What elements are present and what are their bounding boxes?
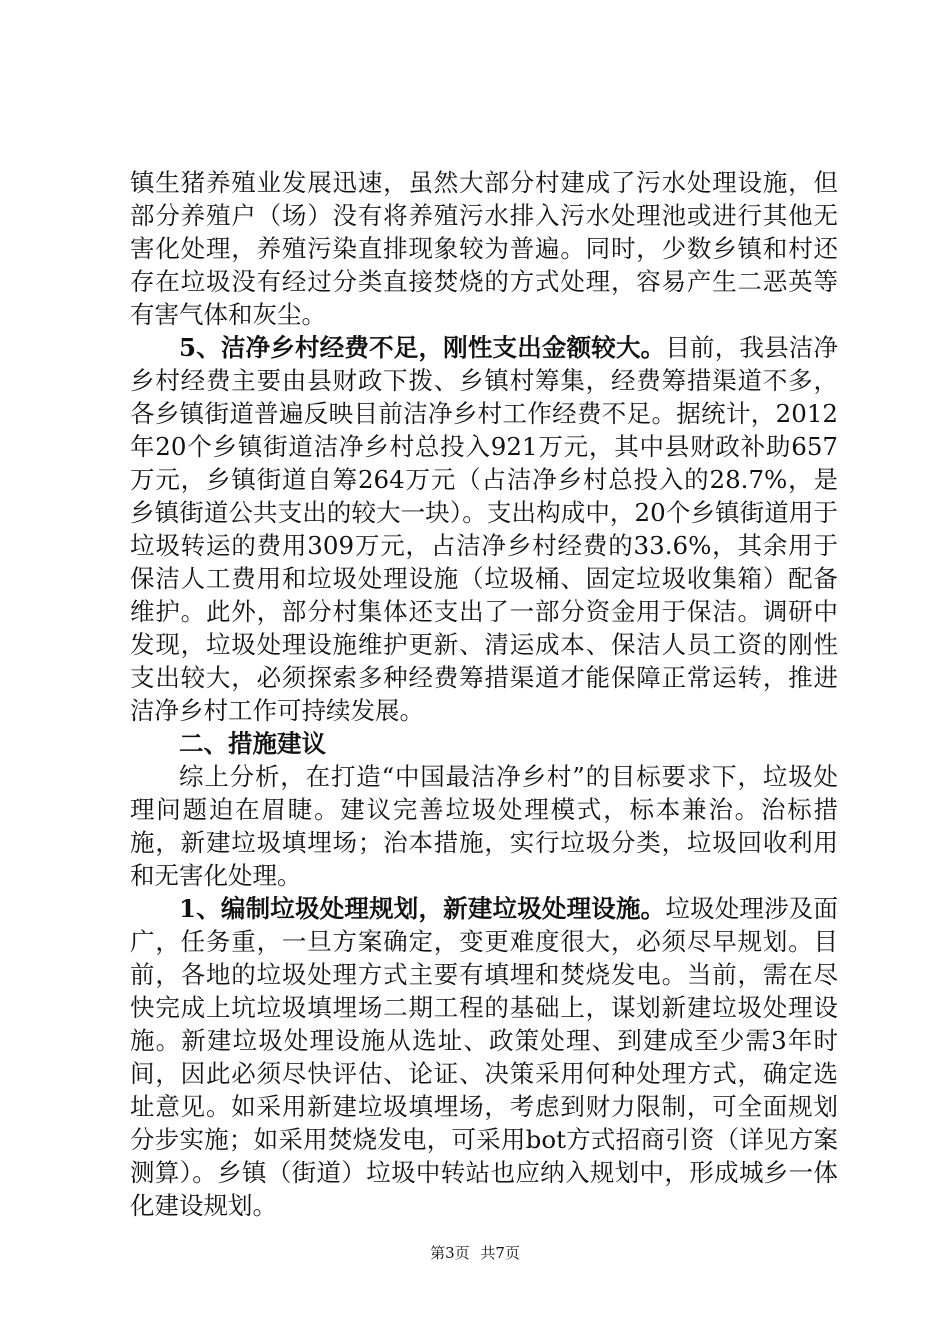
paragraph-5-text: 垃圾处理涉及面广，任务重，一旦方案确定，变更难度很大，必须尽早规划。目前，各地的垃圾处理方式主要有填埋和焚烧发电。当前，需在尽快完成上坑垃圾填埋场二期工程的基础上，谋划新建垃圾处理设施。新建垃圾处理设施从选址、政策处理、到建成至少需3年时间，因此必须尽快评估、论证、决策采用何种处理方式，确定选址意见。如采用新建垃圾填埋场，考虑到财力限制，可全面规划分步实施；如采用焚烧发电，可采用bot方式招商引资（详见方案测算）。乡镇（街道）垃圾中转站也应纳入规划中，形成城乡一体化建设规划。 <box>130 894 839 1220</box>
document-body <box>130 166 838 1222</box>
section-heading-text: 二、措施建议 <box>179 729 326 758</box>
section-heading-measures <box>130 727 838 760</box>
paragraph-4 <box>130 760 838 892</box>
page-footer <box>0 1243 950 1263</box>
paragraph-2 <box>130 331 838 727</box>
paragraph-5-heading: 1、编制垃圾处理规划，新建垃圾处理设施。 <box>179 894 666 923</box>
paragraph-4-text: 综上分析，在打造“中国最洁净乡村”的目标要求下，垃圾处理问题迫在眉睫。建议完善垃圾处理模式，标本兼治。治标措施，新建垃圾填埋场；治本措施，实行垃圾分类，垃圾回收利用和无害化处理。 <box>130 762 838 890</box>
paragraph-2-text: 目前，我县洁净乡村经费主要由县财政下拨、乡镇村筹集，经费筹措渠道不多，各乡镇街道普遍反映目前洁净乡村工作经费不足。据统计，2012年20个乡镇街道洁净乡村总投入921万元，其中县财政补助657万元，乡镇街道自筹264万元（占洁净乡村总投入的28.7%，是乡镇街道公共支出的较大一块）。支出构成中，20个乡镇街道用于垃圾转运的费用309万元，占洁净乡村经费的33.6%，其余用于保洁人工费用和垃圾处理设施（垃圾桶、固定垃圾收集箱）配备维护。此外，部分村集体还支出了一部分资金用于保洁。调研中发现，垃圾处理设施维护更新、清运成本、保洁人员工资的刚性支出较大，必须探索多种经费筹措渠道才能保障正常运转，推进洁净乡村工作可持续发展。 <box>130 333 839 725</box>
paragraph-2-heading: 5、洁净乡村经费不足，刚性支出金额较大。 <box>179 333 666 362</box>
paragraph-1 <box>130 166 838 331</box>
page-total: 共7页 <box>480 1244 520 1262</box>
paragraph-5 <box>130 892 838 1222</box>
page-number: 第3页 <box>430 1244 470 1262</box>
paragraph-1-text: 镇生猪养殖业发展迅速，虽然大部分村建成了污水处理设施，但部分养殖户（场）没有将养殖污水排入污水处理池或进行其他无害化处理，养殖污染直排现象较为普遍。同时，少数乡镇和村还存在垃圾没有经过分类直接焚烧的方式处理，容易产生二恶英等有害气体和灰尘。 <box>130 168 838 329</box>
